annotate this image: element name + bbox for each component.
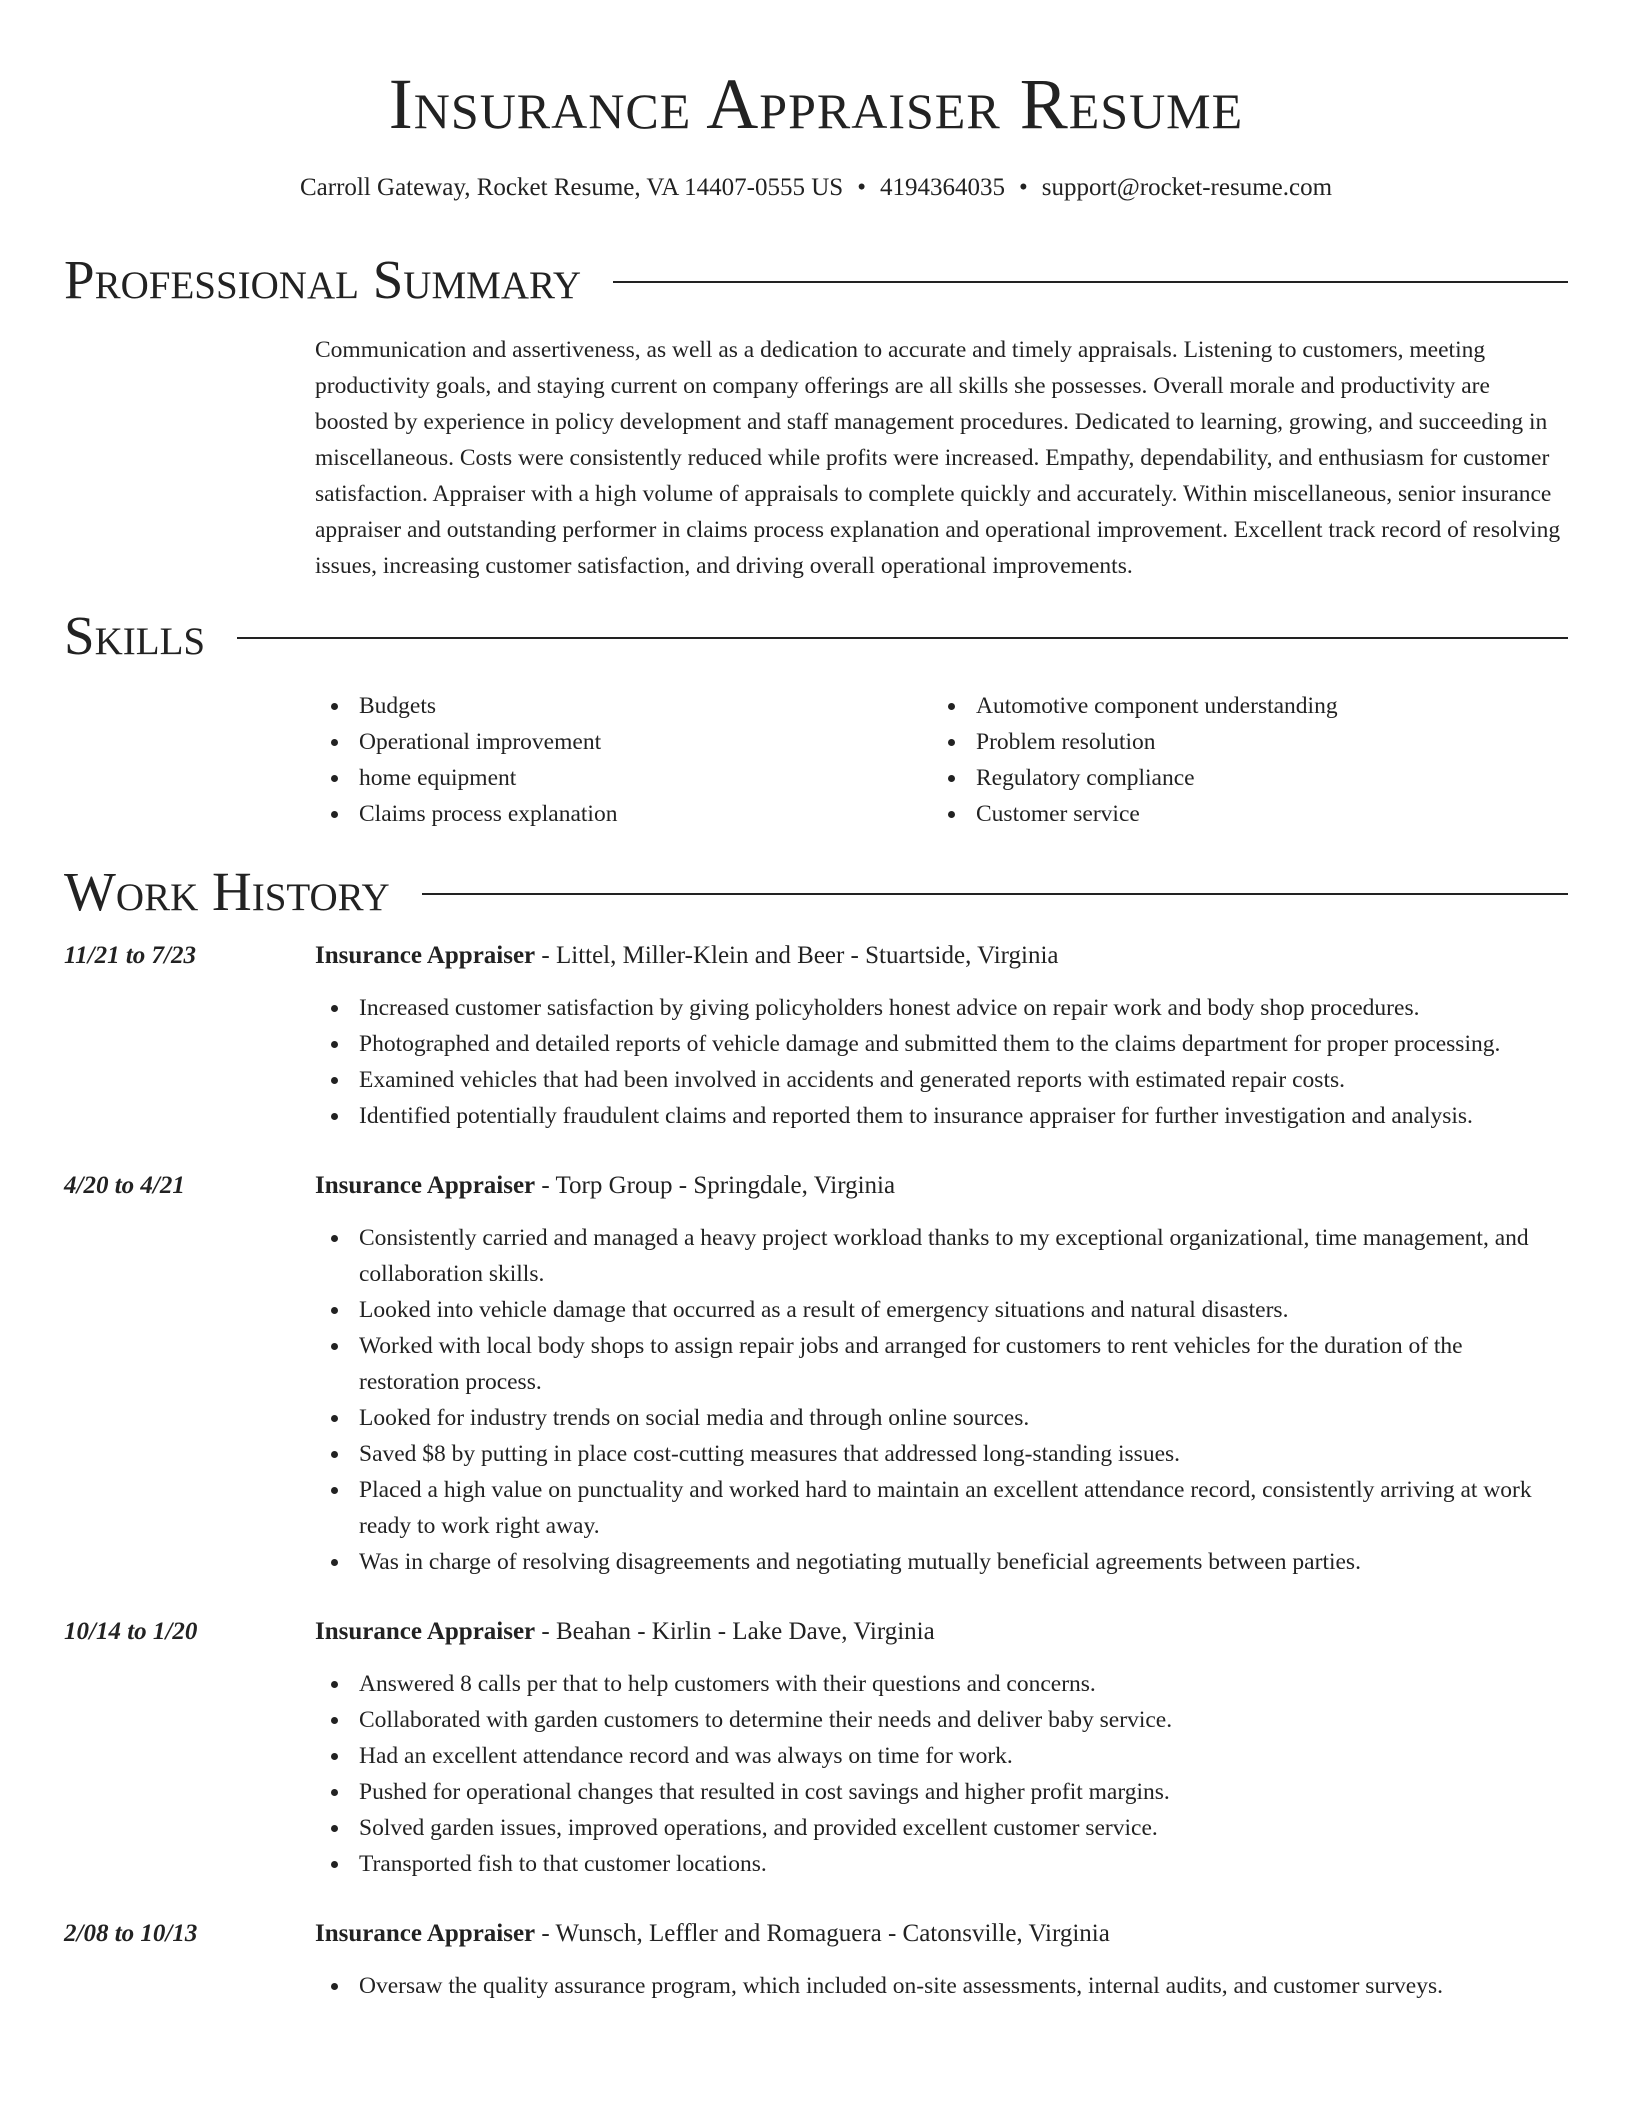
job-title: Insurance Appraiser [315, 1618, 536, 1645]
job-details: - Littel, Miller-Klein and Beer - Stuartside, Virginia [535, 942, 1059, 969]
job-dates: 2/08 to 10/13 [64, 1920, 198, 1947]
contact-phone: 4194364035 [879, 174, 1005, 201]
contact-address: Carroll Gateway, Rocket Resume, VA 14407-0555 US [299, 174, 844, 201]
job-bullet: Collaborated with garden customers to determine their needs and deliver baby service. [315, 1702, 1568, 1738]
job-bullets [315, 1666, 1568, 1882]
job-bullet: Was in charge of resolving disagreements and negotiating mutually beneficial agreements between parties. [315, 1544, 1568, 1580]
contact-separator: • [857, 174, 866, 201]
job-title: Insurance Appraiser [315, 1172, 536, 1199]
job-entry [64, 1614, 1568, 1882]
job-bullets [315, 1220, 1568, 1580]
job-dates: 11/21 to 7/23 [64, 942, 196, 969]
skills-list [315, 688, 1568, 832]
job-heading [315, 1614, 935, 1650]
summary-text: Communication and assertiveness, as well as a dedication to accurate and timely appraisals. Listening to customers, meeting productivity goals, and staying current on company offerings are all skills she possesses. Overall morale and productivity are boosted by experience in policy development and staff management procedures. Dedicated to learning, growing, and succeeding in miscellaneous. Costs were consistently reduced while profits were increased. Empathy, dependability, and enthusiasm for customer satisfaction. Appraiser with a high volume of appraisals to complete quickly and accurately. Within miscellaneous, senior insurance appraiser and outstanding performer in claims process explanation and operational improvement. Excellent track record of resolving issues, increasing customer satisfaction, and driving overall operational improvements. [315, 337, 1561, 579]
skills-section-header [64, 604, 1568, 668]
job-bullet: Oversaw the quality assurance program, which included on-site assessments, internal audits, and customer surveys. [315, 1968, 1568, 2004]
job-bullets [315, 1968, 1568, 2004]
job-header [64, 1614, 1568, 1650]
job-bullet: Solved garden issues, improved operations, and provided excellent customer service. [315, 1810, 1568, 1846]
contact-separator: • [1018, 174, 1028, 201]
skill-item: Budgets [315, 688, 932, 724]
job-bullet: Identified potentially fraudulent claims and reported them to insurance appraiser for further investigation and analysis. [315, 1098, 1568, 1134]
job-details: - Torp Group - Springdale, Virginia [535, 1172, 896, 1199]
job-header [64, 1916, 1568, 1952]
job-entry [64, 938, 1568, 1134]
job-bullet: Worked with local body shops to assign repair jobs and arranged for customers to rent vehicles for the duration of the restoration process. [315, 1328, 1568, 1400]
job-bullet: Pushed for operational changes that resulted in cost savings and higher profit margins. [315, 1774, 1568, 1810]
skill-item: Operational improvement [315, 724, 932, 760]
job-heading [315, 938, 1059, 974]
job-bullet: Placed a high value on punctuality and worked hard to maintain an excellent attendance record, consistently arriving at work ready to work right away. [315, 1472, 1568, 1544]
job-bullet: Consistently carried and managed a heavy project workload thanks to my exceptional organizational, time management, and collaboration skills. [315, 1220, 1568, 1292]
job-entry [64, 1168, 1568, 1580]
skill-item: Problem resolution [932, 724, 1549, 760]
job-dates: 4/20 to 4/21 [64, 1172, 185, 1199]
job-bullet: Had an excellent attendance record and was always on time for work. [315, 1738, 1568, 1774]
job-heading [315, 1916, 1110, 1952]
job-details: - Wunsch, Leffler and Romaguera - Catonsville, Virginia [535, 1920, 1110, 1947]
job-bullet: Examined vehicles that had been involved in accidents and generated reports with estimated repair costs. [315, 1062, 1568, 1098]
contact-line [64, 172, 1568, 204]
job-bullet: Looked for industry trends on social media and through online sources. [315, 1400, 1568, 1436]
job-bullet: Answered 8 calls per that to help customers with their questions and concerns. [315, 1666, 1568, 1702]
skill-item: Automotive component understanding [932, 688, 1549, 724]
job-title: Insurance Appraiser [315, 942, 536, 969]
job-entry [64, 1916, 1568, 2004]
job-bullet: Saved $8 by putting in place cost-cutting measures that addressed long-standing issues. [315, 1436, 1568, 1472]
resume-title: Insurance Appraiser Resume [388, 64, 1244, 144]
job-bullet: Transported fish to that customer locations. [315, 1846, 1568, 1882]
skill-item: Regulatory compliance [932, 760, 1549, 796]
work-history-list [64, 938, 1568, 2004]
section-divider [613, 281, 1568, 283]
skill-item: home equipment [315, 760, 932, 796]
work-heading: Work History [64, 861, 390, 922]
skills-heading: Skills [64, 605, 206, 666]
skill-item: Customer service [932, 796, 1549, 832]
job-header [64, 938, 1568, 974]
job-bullet: Increased customer satisfaction by giving policyholders honest advice on repair work and body shop procedures. [315, 990, 1568, 1026]
job-title: Insurance Appraiser [315, 1920, 536, 1947]
job-details: - Beahan - Kirlin - Lake Dave, Virginia [535, 1618, 935, 1645]
section-divider [237, 637, 1568, 639]
summary-section-header [64, 248, 1568, 312]
skill-item: Claims process explanation [315, 796, 932, 832]
job-header [64, 1168, 1568, 1204]
job-bullets [315, 990, 1568, 1134]
job-bullet: Looked into vehicle damage that occurred as a result of emergency situations and natural disasters. [315, 1292, 1568, 1328]
summary-heading: Professional Summary [64, 249, 582, 310]
section-divider [422, 893, 1568, 895]
work-section-header [64, 860, 1568, 924]
skills-column-right [932, 688, 1549, 832]
job-heading [315, 1168, 895, 1204]
job-dates: 10/14 to 1/20 [64, 1618, 198, 1645]
job-bullet: Photographed and detailed reports of vehicle damage and submitted them to the claims department for proper processing. [315, 1026, 1568, 1062]
contact-email[interactable]: support@rocket-resume.com [1041, 174, 1333, 201]
skills-column-left [315, 688, 932, 832]
